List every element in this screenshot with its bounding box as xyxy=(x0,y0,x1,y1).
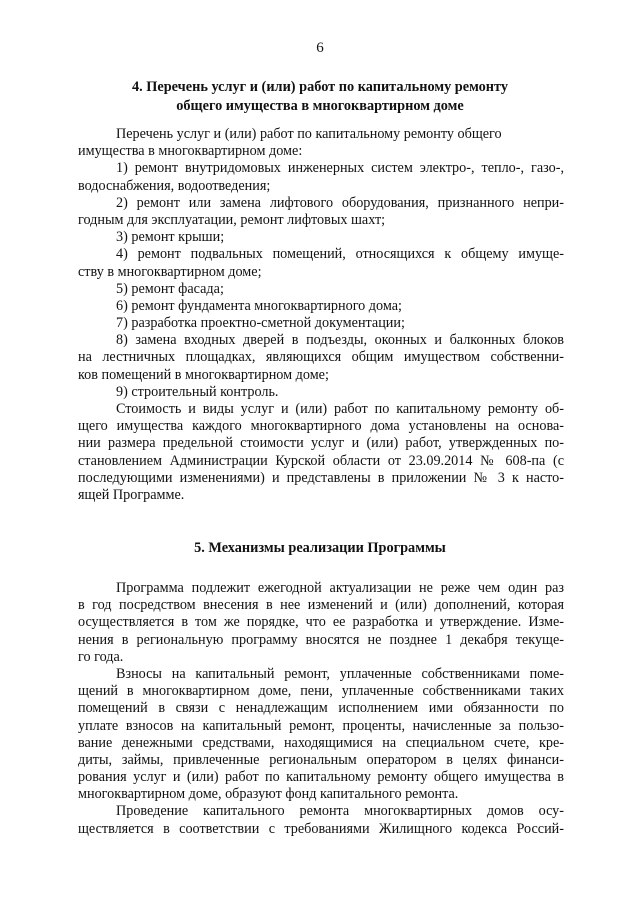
section-4-heading-line-1: 4. Перечень услуг и (или) работ по капитальному ремонту xyxy=(131,79,509,95)
text-line: водоснабжения, водоотведения; xyxy=(78,177,271,194)
text-line: нии размера предельной стоимости услуг и (или) работ, утвержденных по- xyxy=(78,435,564,452)
text-line: диты, займы, привлеченные региональным оператором в целях финанси- xyxy=(78,751,564,768)
text-line: рования услуг и (или) работ по капитальному ремонту общего имущества в xyxy=(78,769,564,786)
text-line: го года. xyxy=(78,648,124,665)
text-line: ящей Программе. xyxy=(78,486,185,503)
text-line: ству в многоквартирном доме; xyxy=(78,263,262,280)
section-4-body xyxy=(78,126,564,504)
text-line: Проведение капитального ремонта многоквартирных домов осу- xyxy=(116,803,564,820)
text-line: становлением Администрации Курской области от 23.09.2014 № 608-па (с xyxy=(78,452,564,469)
list-item: 7) разработка проектно-сметной документации; xyxy=(116,315,405,332)
text-line: вание денежными средствами, находящимися на специальном счете, кре- xyxy=(78,734,564,751)
text-line: уплате взносов на капитальный ремонт, проценты, начисленные за пользо- xyxy=(78,717,564,734)
list-item: 1) ремонт внутридомовых инженерных систем электро-, тепло-, газо-, xyxy=(116,160,564,177)
section-4-heading xyxy=(80,78,560,116)
list-item: 2) ремонт или замена лифтового оборудования, признанного непри- xyxy=(116,194,564,211)
section-5-heading: 5. Механизмы реализации Программы xyxy=(194,540,446,556)
text-line: на лестничных площадках, являющихся общим имуществом собственни- xyxy=(78,349,564,366)
text-line: имущества в многоквартирном доме: xyxy=(78,143,303,160)
text-line: Программа подлежит ежегодной актуализации не реже чем один раз xyxy=(116,580,564,596)
text-line: многоквартирном доме, образуют фонд капитального ремонта. xyxy=(78,786,459,803)
text-line: Стоимость и виды услуг и (или) работ по капитальному ремонту об- xyxy=(116,401,564,417)
text-line: годным для эксплуатации, ремонт лифтовых шахт; xyxy=(78,211,386,228)
text-line: осуществляется в том же порядке, что ее разработка и утверждение. Изме- xyxy=(78,614,564,631)
text-line: нения в региональную программу вносятся не позднее 1 декабря текуще- xyxy=(78,631,564,648)
text-line: ществляется в соответствии с требованиями Жилищного кодекса Россий- xyxy=(78,820,564,837)
text-line: Перечень услуг и (или) работ по капитальному ремонту общего xyxy=(116,126,502,142)
text-line: ков помещений в многоквартирном доме; xyxy=(78,366,329,383)
list-item: 8) замена входных дверей в подъезды, оконных и балконных блоков xyxy=(116,332,564,349)
section-5-body xyxy=(78,580,564,838)
list-item: 5) ремонт фасада; xyxy=(116,280,224,297)
list-item: 6) ремонт фундамента многоквартирного дома; xyxy=(116,297,402,314)
text-line: в год посредством внесения в нее изменений и (или) дополнений, которая xyxy=(78,597,564,614)
text-line: последующими изменениями) и представлены в приложении № 3 к насто- xyxy=(78,469,564,486)
text-line: щего имущества каждого многоквартирного дома установлены на основа- xyxy=(78,418,564,435)
list-item: 3) ремонт крыши; xyxy=(116,229,225,246)
page-number: 6 xyxy=(316,40,324,56)
section-4-heading-line-2: общего имущества в многоквартирном доме xyxy=(176,98,464,114)
list-item: 4) ремонт подвальных помещений, относящихся к общему имуще- xyxy=(116,246,564,263)
list-item: 9) строительный контроль. xyxy=(116,383,279,400)
text-line: щений в многоквартирном доме, пени, уплаченные собственниками таких xyxy=(78,683,564,700)
text-line: Взносы на капитальный ремонт, уплаченные собственниками поме- xyxy=(116,665,564,682)
text-line: помещений в связи с ненадлежащим исполнением ими обязанности по xyxy=(78,700,564,717)
